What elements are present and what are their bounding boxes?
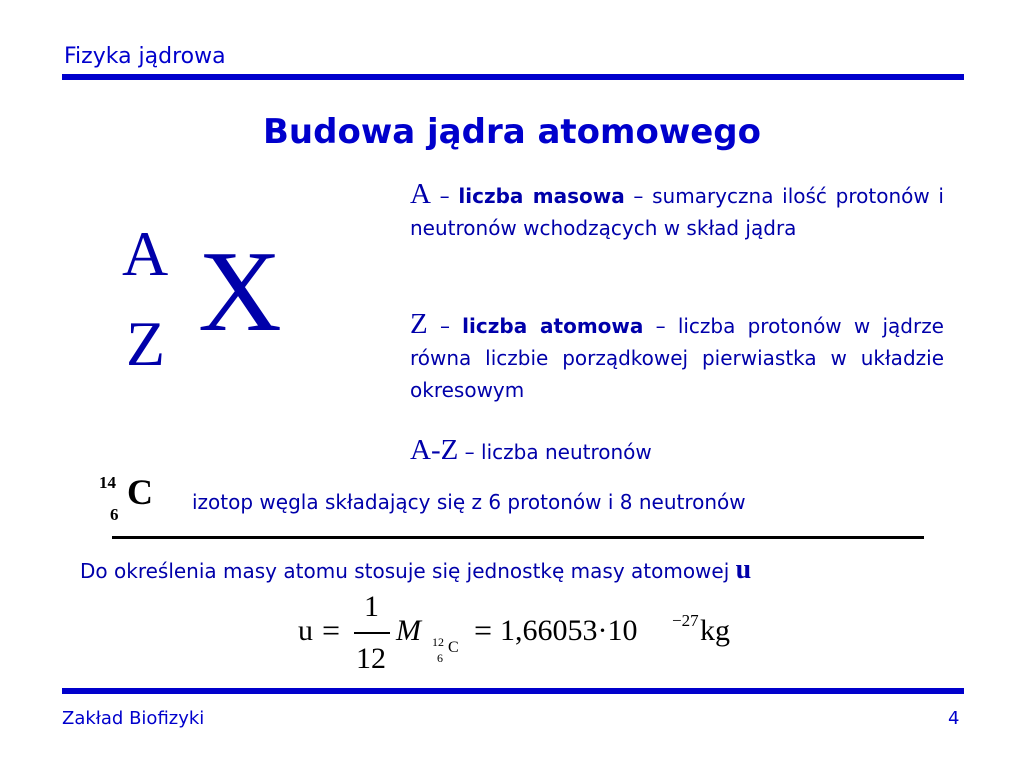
element-symbol: X [198,228,282,356]
definition-a-text: – sumaryczna ilość protonów i neutronów wchodzących w skład jądra [410,184,944,240]
isotope-mass-number: 14 [99,473,116,492]
definition-a-dash: – [430,184,459,208]
definition-a-term: liczba masowa [458,184,625,208]
definition-az-text: – liczba neutronów [458,440,652,464]
definition-z-symbol: Z [410,308,428,340]
formula-u: u [298,614,313,647]
formula-exponent: −27 [672,611,699,630]
definition-z-text: – liczba protonów w jądrze równa liczbie porządkowej pierwiastka w układzie okresowym [410,314,944,402]
divider-rule [112,536,924,539]
definition-z-term: liczba atomowa [462,314,644,338]
formula-denominator: 12 [356,642,386,675]
formula-equals-1: = [322,612,341,648]
mass-unit-sentence [80,554,751,586]
mass-unit-symbol: u [735,554,752,585]
formula-mass-sub: 6 [437,651,443,665]
bottom-rule [62,688,964,694]
formula-mass-symbol: M [396,614,421,647]
slide-title: Budowa jądra atomowego [263,112,761,152]
definition-neutron-count [410,434,944,468]
isotope-symbol: C [127,472,153,512]
formula-value: 1,66053·10 [500,614,638,647]
header-title: Fizyka jądrowa [64,44,226,69]
definition-z-dash: – [427,314,463,338]
formula-equals-2: = [474,612,493,648]
formula-fraction-bar [354,632,390,634]
definition-a-symbol: A [410,178,431,210]
atomic-number-symbol: Z [126,308,166,379]
formula-mass-element: C [448,639,459,656]
definition-az-symbol: A-Z [410,434,459,466]
formula-numerator: 1 [364,590,379,623]
mass-number-symbol: A [122,218,169,289]
formula-unit: kg [700,614,730,647]
mass-unit-text: Do określenia masy atomu stosuje się jednostkę masy atomowej [80,559,736,583]
definition-atomic-number [410,308,944,406]
isotope-description: izotop węgla składający się z 6 protonów i 8 neutronów [192,490,746,514]
isotope-atomic-number: 6 [110,505,119,524]
page-number: 4 [948,708,960,729]
top-rule [62,74,964,80]
formula-mass-sup: 12 [432,635,444,649]
footer-institution: Zakład Biofizyki [62,708,205,729]
definition-mass-number [410,178,944,244]
